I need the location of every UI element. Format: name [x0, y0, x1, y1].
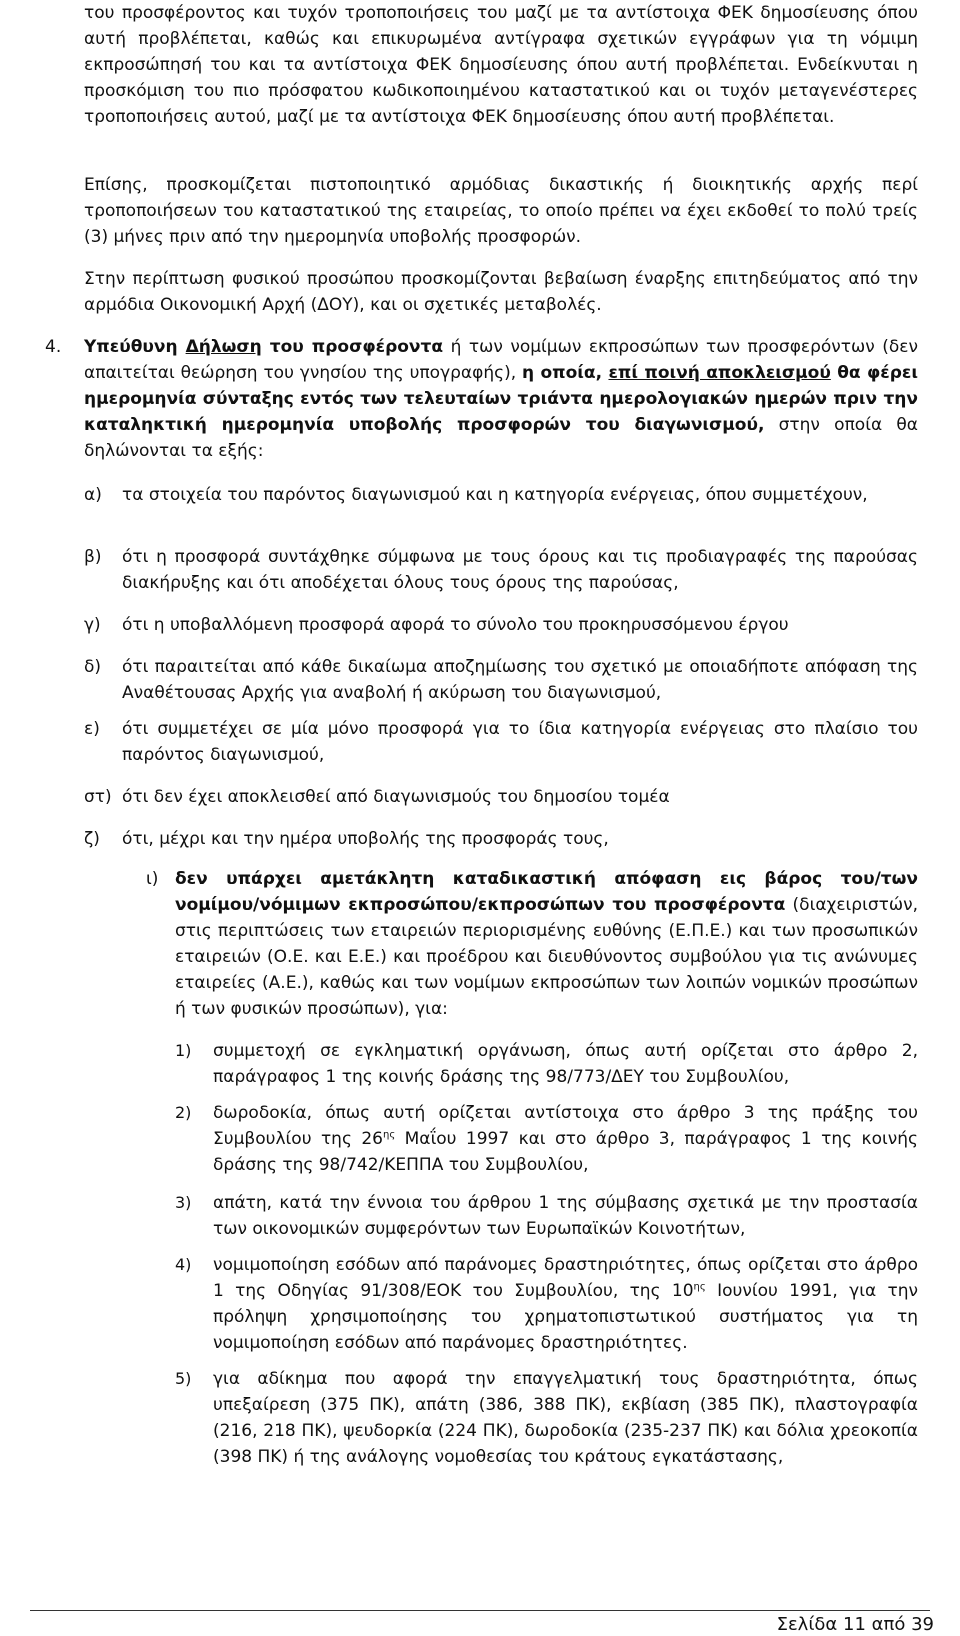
- offence-2-text-a: δωροδοκία, όπως αυτή ορίζεται αντίστοιχα στο άρθρο 3 της πράξης του Συμβουλίου της 26: [213, 1103, 918, 1149]
- declaration-bold-2: η οποία,: [522, 363, 609, 383]
- declaration-lead-1: Υπεύθυνη: [84, 337, 186, 357]
- footer-divider: [30, 1610, 930, 1611]
- declaration-lead-underlined: Δήλωση: [185, 337, 262, 357]
- offence-text-2: [213, 1100, 918, 1178]
- paragraph-amendments-certificate: Επίσης, προσκομίζεται πιστοποιητικό αρμόδιας δικαστικής ή διοικητικής αρχής περί τροποποιήσεων του καταστατικού της εταιρείας, το οποίο πρέπει να έχει εκδοθεί το πολύ τρείς (3) μήνες πριν από την ημερομηνία υποβολής προσφορών.: [84, 175, 918, 247]
- offence-4-superscript: ης: [693, 1281, 706, 1293]
- sub-item-text-a: τα στοιχεία του παρόντος διαγωνισμού και η κατηγορία ενέργειας, όπου συμμετέχουν,: [122, 485, 868, 505]
- declaration-text-2: στην οποία θα δηλώνονται τα εξής:: [84, 415, 919, 461]
- sub-item-text-st: ότι δεν έχει αποκλεισθεί από διαγωνισμούς του δημοσίου τομέα: [122, 787, 670, 807]
- sub-item-label-i: ι): [146, 869, 159, 889]
- sub-item-text-e: ότι συμμετέχει σε μία μόνο προσφορά για το ίδια κατηγορία ενέργειας στο πλαίσιο του παρόντος διαγωνισμού,: [122, 719, 918, 765]
- sub-item-label-c: γ): [84, 615, 101, 635]
- paragraph-natural-person: Στην περίπτωση φυσικού προσώπου προσκομίζονται βεβαίωση έναρξης επιτηδεύματος από την αρμόδια Οικονομική Αρχή (ΔΟΥ), και οι σχετικές μεταβολές.: [84, 269, 918, 315]
- declaration-penalty-underlined: επί ποινή αποκλεισμού: [608, 363, 831, 383]
- sub-item-text-c: ότι η υποβαλλόμενη προσφορά αφορά το σύνολο του προκηρυσσόμενου έργου: [122, 615, 789, 635]
- item-number-4: 4.: [45, 337, 62, 357]
- offence-label-2: 2): [175, 1103, 192, 1122]
- sub-item-i-text: (διαχειριστών, στις περιπτώσεις των εταιρειών περιορισμένης ευθύνης (Ε.Π.Ε.) και των προσωπικών εταιρειών (Ο.Ε. και Ε.Ε.) και προέδρου και διευθύνοντος συμβούλου για τις ανώνυμες εταιρείες (Α.Ε.), καθώς και των νομίμων εκπροσώπων των λοιπών νομικών προσώπων ή των φυσικών προσώπων), για:: [175, 895, 918, 1019]
- declaration-lead-2: του προσφέροντα: [261, 337, 444, 357]
- sub-item-text-z: ότι, μέχρι και την ημέρα υποβολής της προσφοράς τους,: [122, 829, 609, 849]
- sub-item-text-i: [175, 866, 918, 1022]
- declaration-text-1: ή των νομίμων εκπροσώπων των προσφερόντων (δεν απαιτείται θεώρηση του γνησίου της υπογραφής),: [84, 337, 918, 383]
- sub-item-label-st: στ): [84, 787, 112, 807]
- sub-item-text-b: ότι η προσφορά συντάχθηκε σύμφωνα με τους όρους και τις προδιαγραφές της παρούσας διακήρυξης και ότι αποδέχεται όλους τους όρους της παρούσας,: [122, 547, 918, 593]
- paragraph-articles-of-association: του προσφέροντος και τυχόν τροποποιήσεις του μαζί με τα αντίστοιχα ΦΕΚ δημοσίευσης όπου αυτή προβλέπεται, καθώς και επικυρωμένα αντίγραφα σχετικών εγγράφων για τη νόμιμη εκπροσώπησή του και τα αντίστοιχα ΦΕΚ δημοσίευσης όπου αυτή προβλέπεται. Ενδείκνυται η προσκόμιση του πιο πρόσφατου κωδικοποιημένου καταστατικού και οι τυχόν μεταγενέστερες τροποποιήσεις αυτού, μαζί με τα αντίστοιχα ΦΕΚ δημοσίευσης όπου αυτή προβλέπεται.: [84, 3, 918, 127]
- offence-label-3: 3): [175, 1193, 192, 1212]
- offence-4-text-b: Ιουνίου 1991, για την πρόληψη χρησιμοποίησης του χρηματοπιστωτικού συστήματος για τη νομιμοποίηση εσόδων από παράνομες δραστηριότητες.: [213, 1281, 918, 1353]
- sub-item-label-z: ζ): [84, 829, 100, 849]
- offence-text-4: [213, 1252, 918, 1356]
- offence-2-text-b: Μαΐου 1997 και στο άρθρο 3, παράγραφος 1 της κοινής δράσης της 98/742/ΚΕΠΠΑ του Συμβουλίου,: [213, 1129, 918, 1175]
- offence-text-1: συμμετοχή σε εγκληματική οργάνωση, όπως αυτή ορίζεται στο άρθρο 2, παράγραφος 1 της κοινής δράσης της 98/773/ΔΕΥ του Συμβουλίου,: [213, 1041, 918, 1087]
- sub-item-i-bold: δεν υπάρχει αμετάκλητη καταδικαστική απόφαση εις βάρος του/των νομίμου/νόμιμων εκπροσώπου/εκπροσώπων του προσφέροντα: [175, 869, 918, 915]
- offence-2-superscript: ης: [382, 1129, 396, 1141]
- sub-item-label-a: α): [84, 485, 102, 505]
- sub-item-label-e: ε): [84, 719, 100, 739]
- offence-label-5: 5): [175, 1369, 192, 1388]
- page-number: Σελίδα 11 από 39: [776, 1614, 934, 1635]
- sub-item-label-d: δ): [84, 657, 102, 677]
- offence-text-3: απάτη, κατά την έννοια του άρθρου 1 της σύμβασης σχετικά με την προστασία των οικονομικών συμφερόντων των Ευρωπαϊκών Κοινοτήτων,: [213, 1193, 918, 1239]
- offence-4-text-a: νομιμοποίηση εσόδων από παράνομες δραστηριότητες, όπως ορίζεται στο άρθρο 1 της Οδηγίας 91/308/ΕΟΚ του Συμβουλίου, της 10: [213, 1255, 918, 1301]
- sub-item-label-b: β): [84, 547, 102, 567]
- sub-item-text-d: ότι παραιτείται από κάθε δικαίωμα αποζημίωσης του σχετικό με οποιαδήποτε απόφαση της Αναθέτουσας Αρχής για αναβολή ή ακύρωση του διαγωνισμού,: [122, 657, 918, 703]
- paragraph-solemn-declaration: [84, 334, 918, 464]
- offence-label-4: 4): [175, 1255, 192, 1274]
- offence-label-1: 1): [175, 1041, 192, 1060]
- offence-text-5: για αδίκημα που αφορά την επαγγελματική τους δραστηριότητα, όπως υπεξαίρεση (375 ΠΚ), απάτη (386, 388 ΠΚ), εκβίαση (385 ΠΚ), πλαστογραφία (216, 218 ΠΚ), ψευδορκία (224 ΠΚ), δωροδοκία (235-237 ΠΚ) και δόλια χρεοκοπία (398 ΠΚ) ή της ανάλογης νομοθεσίας του κράτους εγκατάστασης,: [213, 1369, 918, 1467]
- declaration-bold-3: θα φέρει ημερομηνία σύνταξης εντός των τελευταίων τριάντα ημερολογιακών ημερών πριν την καταληκτική ημερομηνία υποβολής προσφορών του διαγωνισμού,: [84, 363, 918, 435]
